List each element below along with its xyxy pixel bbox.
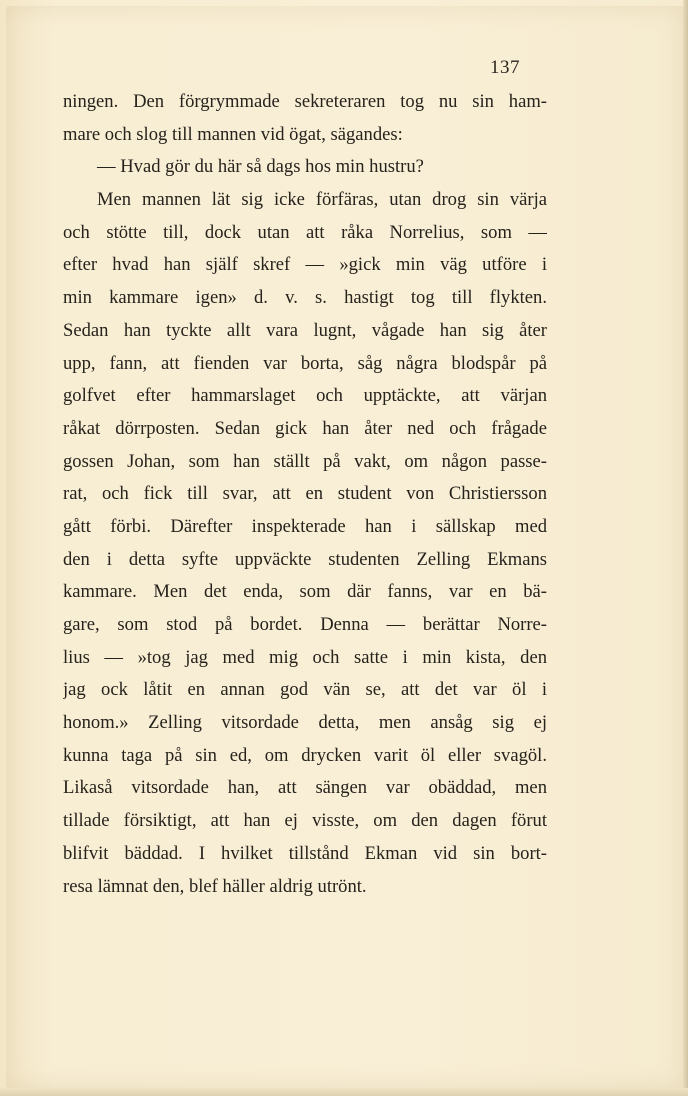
text-line: råkat dörrposten. Sedan gick han åter ned och frågade	[63, 417, 547, 439]
text-line: mare och slog till mannen vid ögat, sägandes:	[63, 123, 403, 145]
text-line: — Hvad gör du här så dags hos min hustru?	[97, 156, 424, 178]
page-edge-bottom	[0, 1088, 688, 1096]
text-line: lius — »tog jag med mig och satte i min kista, den	[63, 646, 547, 668]
text-line: gått förbi. Därefter inspekterade han i sällskap med	[63, 515, 547, 537]
text-line: ningen. Den förgrymmade sekreteraren tog nu sin ham-	[63, 91, 547, 112]
page-edge-right	[683, 0, 688, 1096]
text-line: blifvit bäddad. I hvilket tillstånd Ekman vid sin bort-	[63, 842, 547, 864]
text-line: efter hvad han själf skref — »gick min väg utföre i	[63, 254, 547, 276]
text-line: Likaså vitsordade han, att sängen var obäddad, men	[63, 777, 547, 799]
text-line: kunna taga på sin ed, om drycken varit öl eller svagöl.	[63, 744, 547, 766]
text-line: kammare. Men det enda, som där fanns, var en bä-	[63, 581, 547, 603]
text-line: golfvet efter hammarslaget och upptäckte, att värjan	[63, 385, 547, 407]
text-line: tillade försiktigt, att han ej visste, om den dagen förut	[63, 810, 547, 832]
text-line: min kammare igen» d. v. s. hastigt tog till flykten.	[63, 287, 547, 309]
text-line: upp, fann, att fienden var borta, såg några blodspår på	[63, 352, 547, 374]
text-line: och stötte till, dock utan att råka Norrelius, som —	[63, 221, 547, 243]
text-line: gare, som stod på bordet. Denna — berättar Norre-	[63, 614, 547, 635]
text-line: jag ock låtit en annan god vän se, att det var öl i	[63, 679, 547, 701]
text-line: rat, och fick till svar, att en student von Christiersson	[63, 483, 547, 505]
page-number: 137	[490, 57, 520, 78]
text-line: honom.» Zelling vitsordade detta, men ansåg sig ej	[63, 712, 547, 734]
text-line: Men mannen lät sig icke förfäras, utan drog sin värja	[97, 189, 547, 211]
text-line: resa lämnat den, blef häller aldrig utrönt.	[63, 875, 367, 897]
text-line: gossen Johan, som han ställt på vakt, om någon passe-	[63, 450, 547, 472]
text-line: den i detta syfte uppväckte studenten Zelling Ekmans	[63, 548, 547, 570]
text-line: Sedan han tyckte allt vara lugnt, vågade han sig åter	[63, 319, 547, 341]
body-text	[63, 86, 547, 903]
